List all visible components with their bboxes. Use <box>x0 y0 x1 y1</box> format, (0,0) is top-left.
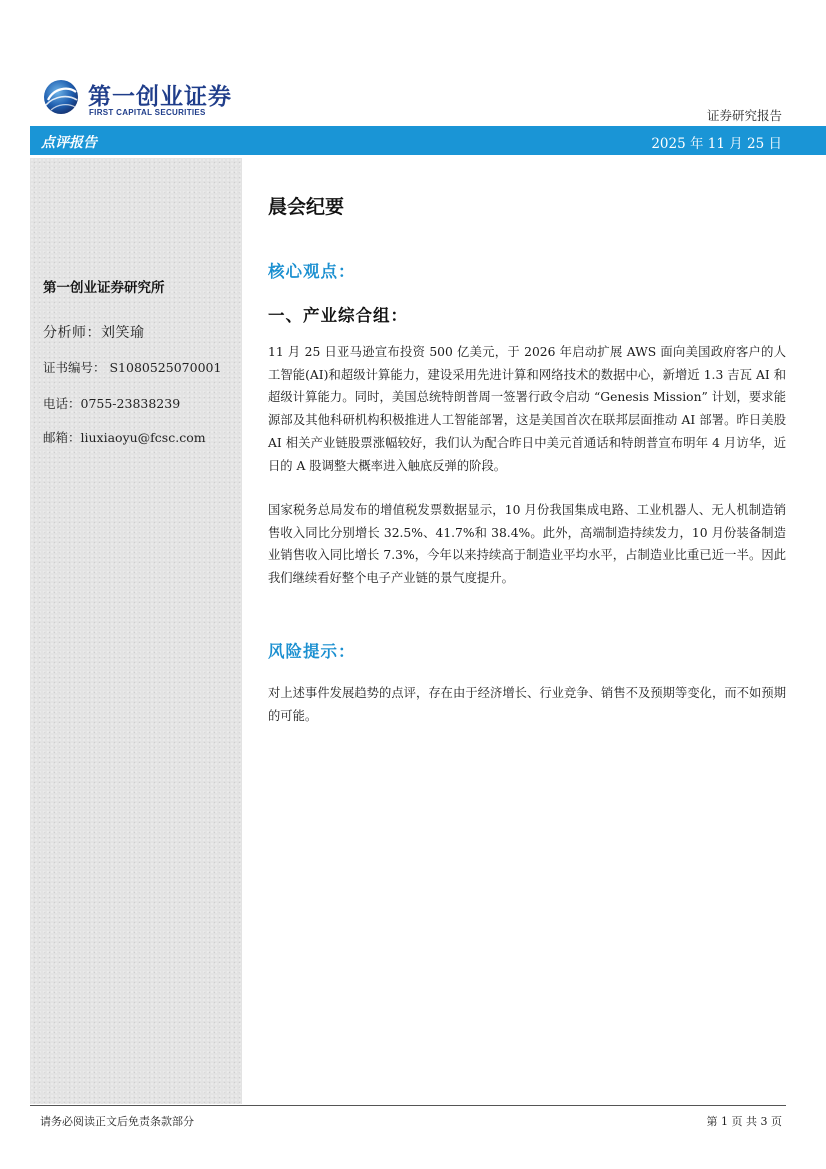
paragraph-risk: 对上述事件发展趋势的点评，存在由于经济增长、行业竞争、销售不及预期等变化，而不如预期的可能。 <box>268 686 786 723</box>
footer-disclaimer: 请务必阅读正文后免责条款部分 <box>40 1115 194 1128</box>
paragraph-amazon-ai: 11 月 25 日亚马逊宣布投资 500 亿美元，于 2026 年启动扩展 AWS 面向美国政府客户的人工智能(AI)和超级计算能力，建设采用先进计算和网络技术的数据中心，新增近 1.3 吉瓦 AI 和超级计算能力。同时，美国总统特朗普周一签署行政令启动 “Genesis Mission” 计划，要求能源部及其他科研机构积极推进人工智能部署，这是美国首次在联邦层面推动 AI 部署。昨日美股 AI 相关产业链股票涨幅较好，我们认为配合昨日中美元首通话和特朗普宣布明年 4 月访华，近日的 A 股调整大概率进入触底反弹的阶段。 <box>268 345 786 473</box>
certificate-number: 证书编号： S1080525070001 <box>43 360 222 375</box>
header-bar <box>30 126 826 155</box>
research-institute: 第一创业证券研究所 <box>43 280 165 296</box>
analyst-sidebar <box>30 158 242 1104</box>
section-industry-heading: 一、产业综合组： <box>268 306 408 325</box>
logo-name-en: FIRST CAPITAL SECURITIES <box>89 108 206 117</box>
report-type-label: 证券研究报告 <box>706 108 782 123</box>
email-address: 邮箱：liuxiaoyu@fcsc.com <box>43 430 206 445</box>
page-number: 第 1 页 共 3 页 <box>706 1115 782 1128</box>
footer-divider <box>30 1105 786 1106</box>
core-view-heading: 核心观点： <box>268 262 356 281</box>
analyst-name: 分析师：刘笑瑜 <box>43 325 145 341</box>
report-category: 点评报告 <box>41 135 97 151</box>
risk-heading: 风险提示： <box>268 642 356 661</box>
company-logo <box>42 78 242 120</box>
globe-logo-icon <box>42 78 80 116</box>
logo-name-cn: 第一创业证券 <box>88 83 232 110</box>
document-title: 晨会纪要 <box>268 196 345 218</box>
phone-number: 电话：0755-23838239 <box>43 396 181 411</box>
report-date: 2025 年 11 月 25 日 <box>651 136 782 152</box>
paragraph-tax-data: 国家税务总局发布的增值税发票数据显示，10 月份我国集成电路、工业机器人、无人机制造销售收入同比分别增长 32.5%、41.7%和 38.4%。此外，高端制造持续发力，10 月份装备制造业销售收入同比增长 7.3%，今年以来持续高于制造业平均水平，占制造业比重已近一半。因此我们继续看好整个电子产业链的景气度提升。 <box>268 503 786 586</box>
